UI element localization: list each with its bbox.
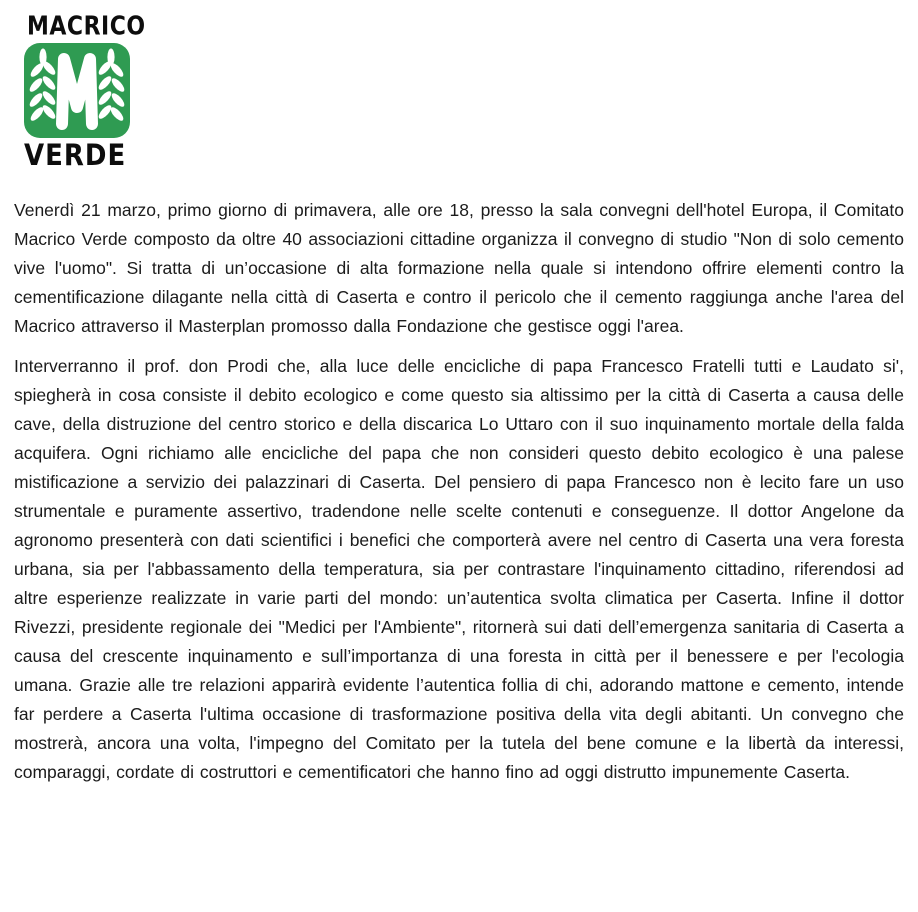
macrico-verde-logo (24, 12, 146, 173)
paragraph-relatori-convegno: Interverranno il prof. don Prodi che, alla luce delle encicliche di papa Francesco Fratelli tutti e Laudato si', spiegherà in cosa consiste il debito ecologico e come questo sia altissimo per la città di Caserta a causa delle cave, della distruzione del centro storico e della discarica Lo Uttaro con il suo inquinamento mortale della falda acquifera. Ogni richiamo alle encicliche del papa che non consideri questo debito ecologico è una palese mistificazione a servizio dei palazzinari di Caserta. Del pensiero di papa Francesco non è lecito fare un uso strumentale e puramente assertivo, tradendone nelle scelte contenuti e conseguenze. Il dottor Angelone da agronomo presenterà con dati scientifici i benefici che comporterà avere nel centro di Caserta una vera foresta urbana, sia per l'abbassamento della temperatura, sia per contrastare l'inquinamento cittadino, riferendosi ad altre esperienze realizzate in varie parti del mondo: un’autentica svolta climatica per Caserta. Infine il dottor Rivezzi, presidente regionale dei "Medici per l'Ambiente", ritornerà sui dati dell’emergenza sanitaria di Caserta a causa del crescente inquinamento e sull’importanza di una foresta in città per il benessere e per l'ecologia umana. Grazie alle tre relazioni apparirà evidente l’autentica follia di chi, adorando mattone e cemento, intende far perdere a Caserta l'ultima occasione di trasformazione positiva della vita degli abitanti. Un convegno che mostrerà, ancora una volta, l'impegno del Comitato per la tutela del bene comune e la libertà da interessi, comparaggi, cordate di costruttori e cementificatori che hanno fino ad oggi distrutto impunemente Caserta. (14, 356, 904, 782)
logo-text-verde: VERDE (24, 139, 127, 173)
logo-text-macrico: MACRICO (27, 12, 146, 42)
wheat-m-emblem-icon (24, 43, 130, 138)
paragraph-convegno-annuncio: Venerdì 21 marzo, primo giorno di primavera, alle ore 18, presso la sala convegni dell'hotel Europa, il Comitato Macrico Verde composto da oltre 40 associazioni cittadine organizza il convegno di studio "Non di solo cemento vive l'uomo". Si tratta di un’occasione di alta formazione nella quale si intendono offrire elementi contro la cementificazione dilagante nella città di Caserta e contro il pericolo che il cemento raggiunga anche l'area del Macrico attraverso il Masterplan promosso dalla Fondazione che gestisce oggi l'area. (14, 200, 904, 336)
